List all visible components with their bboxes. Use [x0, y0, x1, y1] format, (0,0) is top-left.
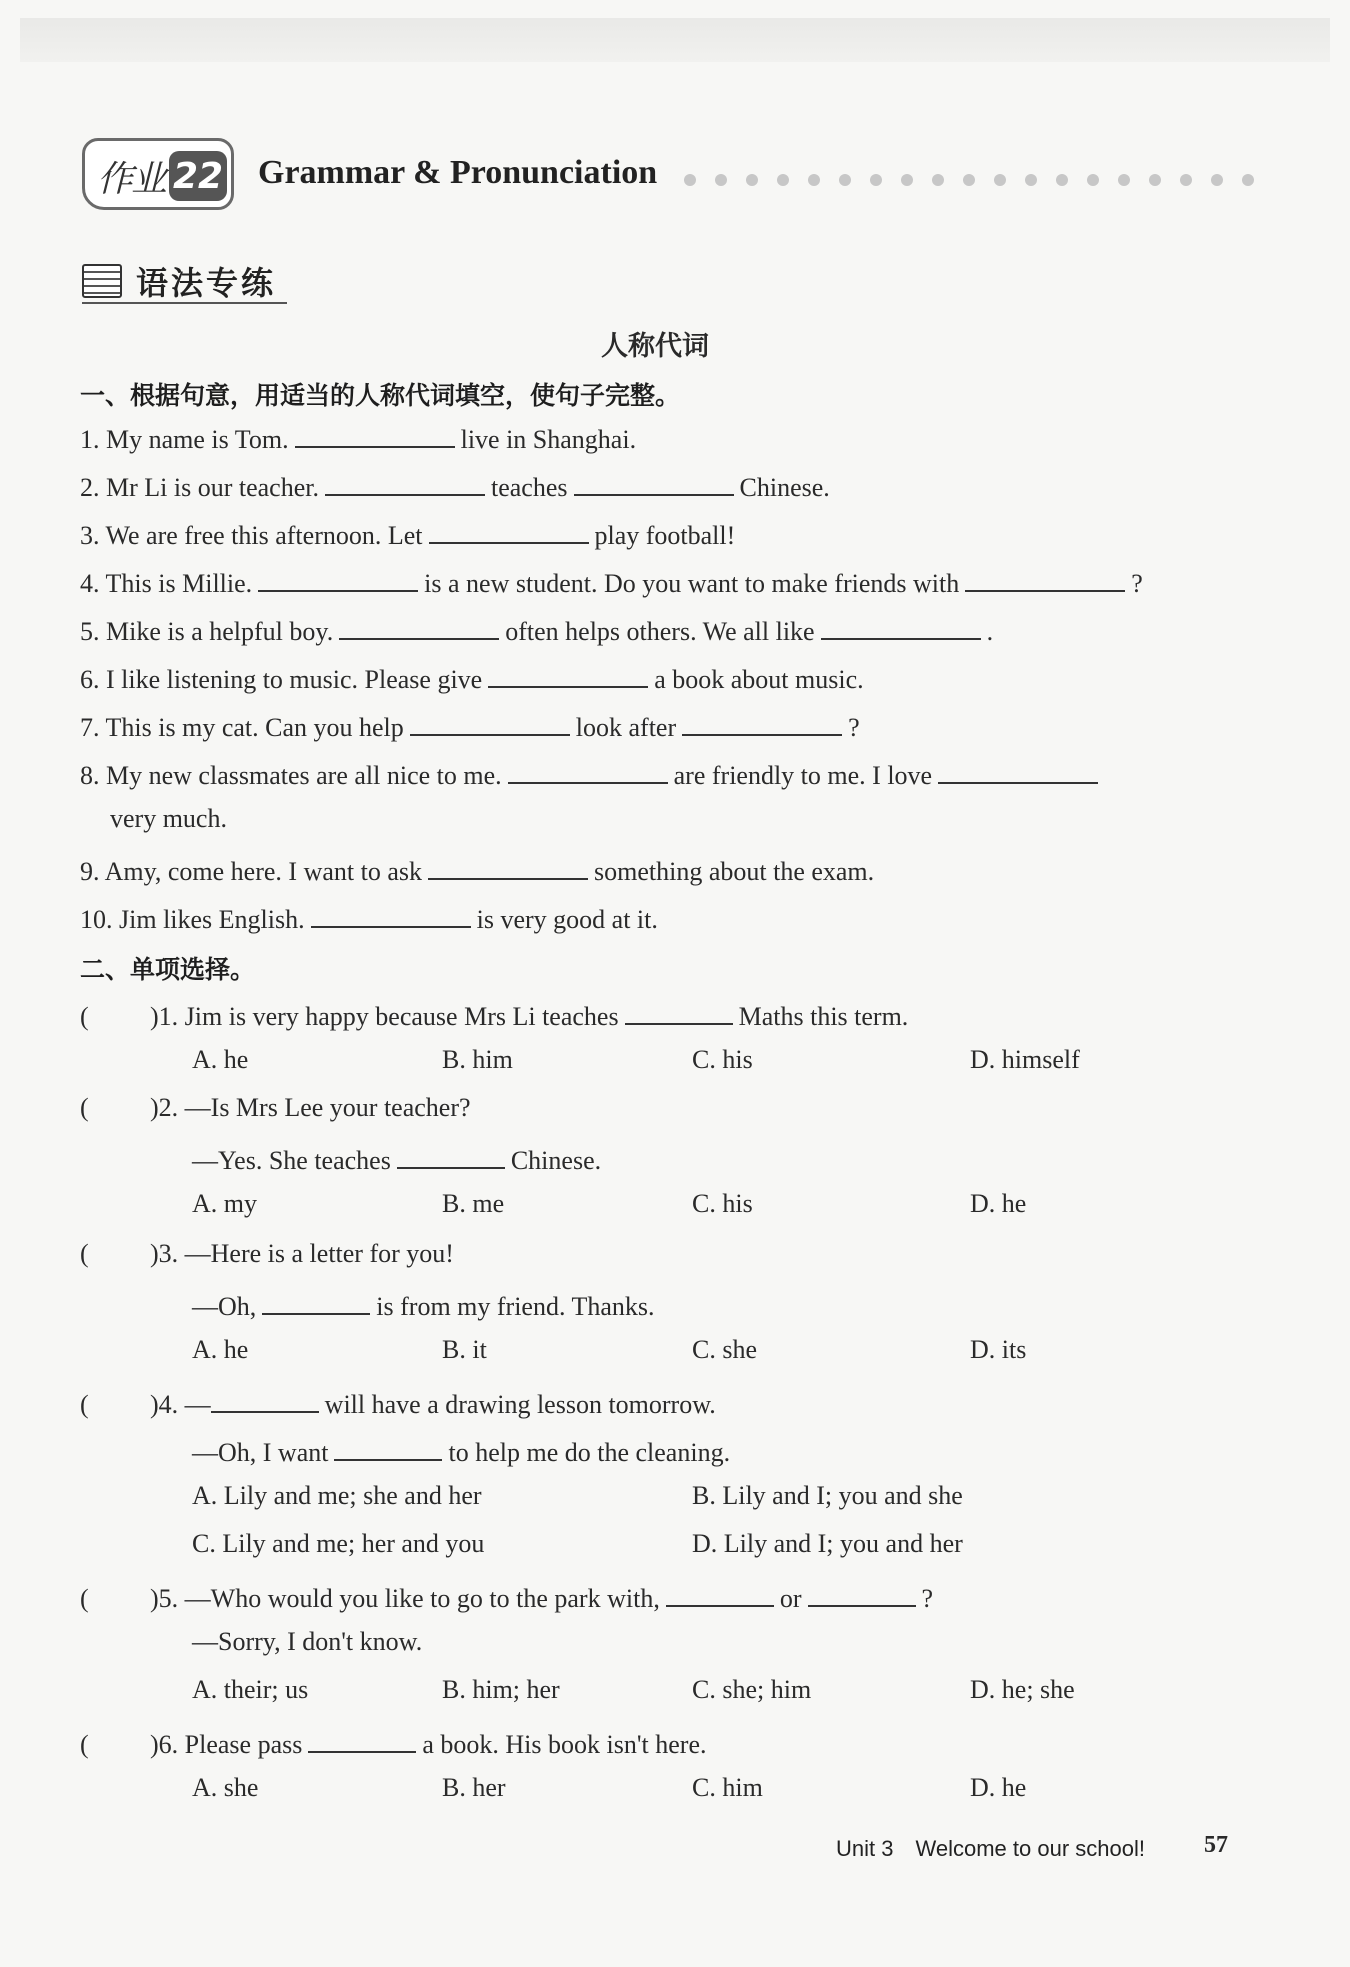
option-a[interactable]: A. Lily and me; she and her	[192, 1481, 482, 1510]
mc-question-2: ( )2. —Is Mrs Lee your teacher?	[80, 1093, 471, 1122]
option-d[interactable]: D. Lily and I; you and her	[692, 1529, 963, 1558]
answer-blank[interactable]	[295, 420, 455, 448]
option-d[interactable]: D. he	[970, 1189, 1027, 1218]
section-underline	[82, 302, 287, 304]
answer-blank[interactable]	[429, 516, 589, 544]
page-footer	[836, 1836, 1145, 1862]
option-c[interactable]: C. she; him	[692, 1675, 812, 1704]
part2-title: 二、单项选择。	[80, 955, 256, 984]
option-c[interactable]: C. she	[692, 1335, 757, 1364]
option-d[interactable]: D. he; she	[970, 1675, 1075, 1704]
mc-question-5: ( )5. —Who would you like to go to the park with, or ?	[80, 1579, 933, 1614]
option-a[interactable]: A. my	[192, 1189, 257, 1218]
answer-blank[interactable]	[488, 660, 648, 688]
option-c[interactable]: C. him	[692, 1773, 763, 1802]
mc-question-3-line2: —Oh, is from my friend. Thanks.	[192, 1287, 655, 1322]
mc-question-4-line2: —Oh, I want to help me do the cleaning.	[192, 1433, 730, 1468]
scan-top-band	[20, 18, 1330, 62]
answer-blank[interactable]	[682, 708, 842, 736]
fill-item-7: 7. This is my cat. Can you help look after ?	[80, 708, 860, 743]
fill-item-10: 10. Jim likes English. is very good at it.	[80, 900, 658, 935]
answer-blank[interactable]	[258, 564, 418, 592]
answer-blank[interactable]	[508, 756, 668, 784]
option-a[interactable]: A. their; us	[192, 1675, 309, 1704]
answer-blank[interactable]	[211, 1385, 319, 1413]
exercise-header	[82, 138, 1332, 214]
option-c[interactable]: C. Lily and me; her and you	[192, 1529, 485, 1558]
answer-blank[interactable]	[574, 468, 734, 496]
page-title: Grammar & Pronunciation	[258, 154, 658, 191]
fill-item-8: 8. My new classmates are all nice to me. are friendly to me. I love	[80, 756, 1104, 791]
option-c[interactable]: C. his	[692, 1045, 753, 1074]
mc-question-5-line2: —Sorry, I don't know.	[192, 1627, 423, 1656]
option-c[interactable]: C. his	[692, 1189, 753, 1218]
answer-blank[interactable]	[808, 1579, 916, 1607]
footer-unit: Unit 3	[836, 1836, 894, 1861]
mc-question-6: ( )6. Please pass a book. His book isn't here.	[80, 1725, 707, 1760]
badge-label: 作业	[97, 159, 166, 200]
section-title: 语法专练	[136, 264, 277, 302]
mc-question-2-line2: —Yes. She teaches Chinese.	[192, 1141, 601, 1176]
answer-blank[interactable]	[821, 612, 981, 640]
answer-blank[interactable]	[428, 852, 588, 880]
option-a[interactable]: A. he	[192, 1045, 249, 1074]
fill-item-8-cont: very much.	[110, 804, 227, 833]
option-b[interactable]: B. it	[442, 1335, 487, 1364]
page-number: 57	[1204, 1832, 1228, 1858]
fill-item-1: 1. My name is Tom. live in Shanghai.	[80, 420, 636, 455]
option-a[interactable]: A. he	[192, 1335, 249, 1364]
option-b[interactable]: B. her	[442, 1773, 506, 1802]
option-a[interactable]: A. she	[192, 1773, 259, 1802]
mc-question-3: ( )3. —Here is a letter for you!	[80, 1239, 454, 1268]
part1-title: 一、根据句意，用适当的人称代词填空，使句子完整。	[80, 381, 681, 410]
mc-question-1: ( )1. Jim is very happy because Mrs Li teaches Maths this term.	[80, 997, 908, 1032]
answer-blank[interactable]	[308, 1725, 416, 1753]
footer-title: Welcome to our school!	[915, 1836, 1145, 1861]
option-b[interactable]: B. me	[442, 1189, 505, 1218]
fill-item-3: 3. We are free this afternoon. Let play football!	[80, 516, 735, 551]
option-d[interactable]: D. himself	[970, 1045, 1080, 1074]
topic-title: 人称代词	[601, 331, 709, 362]
answer-blank[interactable]	[397, 1141, 505, 1169]
answer-blank[interactable]	[410, 708, 570, 736]
answer-blank[interactable]	[965, 564, 1125, 592]
fill-item-2: 2. Mr Li is our teacher. teaches Chinese.	[80, 468, 830, 503]
option-d[interactable]: D. he	[970, 1773, 1027, 1802]
option-b[interactable]: B. him	[442, 1045, 513, 1074]
answer-blank[interactable]	[339, 612, 499, 640]
answer-blank[interactable]	[938, 756, 1098, 784]
exercise-badge	[82, 138, 234, 210]
mc-question-4: ( )4. — will have a drawing lesson tomorrow.	[80, 1385, 716, 1420]
section-heading	[82, 258, 292, 304]
answer-blank[interactable]	[625, 997, 733, 1025]
option-d[interactable]: D. its	[970, 1335, 1027, 1364]
option-b[interactable]: B. him; her	[442, 1675, 560, 1704]
answer-blank[interactable]	[311, 900, 471, 928]
fill-item-6: 6. I like listening to music. Please give a book about music.	[80, 660, 864, 695]
option-b[interactable]: B. Lily and I; you and she	[692, 1481, 963, 1510]
answer-blank[interactable]	[666, 1579, 774, 1607]
answer-blank[interactable]	[334, 1433, 442, 1461]
fill-item-5: 5. Mike is a helpful boy. often helps others. We all like .	[80, 612, 993, 647]
book-icon	[82, 264, 122, 298]
answer-blank[interactable]	[262, 1287, 370, 1315]
fill-item-4: 4. This is Millie. is a new student. Do you want to make friends with ?	[80, 564, 1143, 599]
fill-item-9: 9. Amy, come here. I want to ask something about the exam.	[80, 852, 874, 887]
badge-number: 22	[169, 151, 227, 201]
answer-blank[interactable]	[325, 468, 485, 496]
decorative-dots	[684, 174, 1254, 186]
